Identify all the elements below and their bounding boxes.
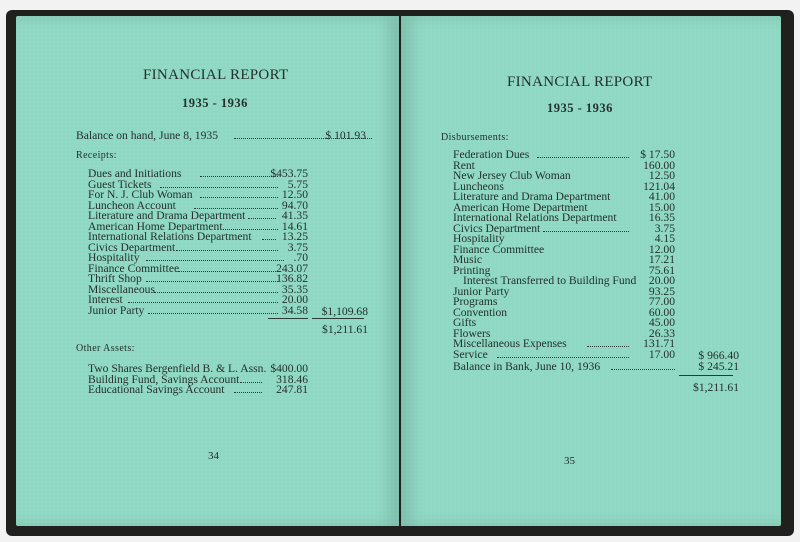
receipt-label: Miscellaneous [88, 282, 155, 296]
disbursement-amount: 4.15 [654, 232, 675, 245]
receipt-label: For N. J. Club Woman [88, 188, 193, 201]
disbursement-label: Printing [453, 263, 491, 277]
receipt-label: Hospitality [88, 251, 140, 264]
receipt-label: Civics Department [88, 240, 176, 254]
leader-dots [543, 230, 629, 232]
asset-label: Educational Savings Account [88, 383, 225, 396]
disbursement-amount: 60.00 [648, 305, 675, 319]
leader-dots [611, 368, 675, 370]
disbursement-amount: 26.33 [648, 326, 675, 340]
disbursement-line [453, 349, 675, 360]
balance-in-bank-amount: $ 245.21 [698, 360, 739, 373]
disbursement-label: Programs [453, 295, 498, 308]
disbursement-amount: 17.00 [648, 347, 675, 361]
balance-on-hand-line [76, 130, 366, 141]
right-grand-total: $1,211.61 [693, 381, 739, 394]
receipt-line [88, 305, 308, 316]
receipt-amount: 34.58 [281, 303, 308, 317]
asset-amount: $400.00 [270, 362, 308, 375]
disbursement-amount: $ 17.50 [640, 148, 675, 161]
receipt-amount: .70 [293, 251, 308, 264]
right-page [401, 16, 781, 526]
disbursement-amount: 41.00 [648, 190, 675, 203]
disbursement-label: Hospitality [453, 232, 505, 245]
disbursement-label: Federation Dues [453, 148, 530, 161]
right-page-number: 35 [564, 455, 575, 467]
receipt-amount: 41.35 [281, 209, 308, 222]
disbursement-label: Junior Party [453, 284, 510, 298]
right-page-title: FINANCIAL REPORT [507, 74, 653, 90]
asset-amount: 247.81 [276, 383, 308, 396]
asset-line [88, 384, 308, 395]
disbursement-label: Miscellaneous Expenses [453, 337, 567, 350]
leader-dots [537, 156, 629, 158]
receipt-label: American Home Department [88, 219, 223, 233]
disbursements-heading: Disbursements: [441, 132, 509, 143]
disbursement-line [453, 244, 675, 255]
disbursement-amount: 45.00 [648, 316, 675, 329]
disbursement-label: Music [453, 253, 482, 266]
disbursement-label: Flowers [453, 326, 491, 340]
disbursement-label: Finance Committee [453, 242, 545, 256]
receipt-amount: 243.07 [276, 261, 308, 275]
balance-in-bank-label: Balance in Bank, June 10, 1936 [453, 360, 601, 373]
disbursement-label: Literature and Drama Department [453, 190, 611, 203]
left-page [16, 16, 399, 526]
disbursement-line [453, 307, 675, 318]
receipt-amount: 35.35 [281, 282, 308, 296]
receipt-label: Luncheon Account [88, 198, 176, 212]
receipt-label: Literature and Drama Department [88, 209, 246, 222]
receipt-label: Thrift Shop [88, 272, 142, 285]
disbursement-label: Civics Department [453, 221, 541, 235]
disbursement-amount: 12.50 [648, 169, 675, 182]
left-page-number: 34 [208, 450, 219, 462]
disbursement-amount: 20.00 [648, 274, 675, 287]
receipts-heading: Receipts: [76, 150, 117, 161]
left-grand-total: $1,211.61 [322, 323, 368, 336]
receipt-amount: 14.61 [281, 219, 308, 233]
balance-on-hand-amount: $ 101.93 [325, 129, 366, 142]
disbursement-label: Rent [453, 158, 475, 172]
disbursement-amount: 131.71 [643, 337, 675, 350]
receipt-label: International Relations Department [88, 230, 252, 243]
receipt-amount: 136.82 [276, 272, 308, 285]
disbursement-amount: 3.75 [654, 221, 675, 235]
balance-on-hand-label: Balance on hand, June 8, 1935 [76, 129, 218, 142]
disbursement-label: Interest Transferred to Building Fund [463, 274, 637, 287]
disbursement-amount: 93.25 [648, 284, 675, 298]
asset-label: Two Shares Bergenfield B. & L. Assn. [88, 362, 267, 375]
left-page-title: FINANCIAL REPORT [143, 67, 289, 83]
right-page-year: 1935 - 1936 [547, 101, 613, 115]
disbursement-label: American Home Department [453, 200, 588, 214]
asset-amount: 318.46 [276, 372, 308, 386]
receipt-label: Junior Party [88, 303, 145, 317]
disbursement-label: Luncheons [453, 179, 504, 193]
disbursement-label: Gifts [453, 316, 477, 329]
disbursement-amount: 160.00 [643, 158, 675, 172]
disbursement-amount: 77.00 [648, 295, 675, 308]
disbursement-label: Service [453, 347, 488, 361]
receipt-amount: 5.75 [287, 177, 308, 191]
disbursement-label: New Jersey Club Woman [453, 169, 571, 182]
disbursement-line [453, 149, 675, 160]
receipt-label: Interest [88, 293, 123, 306]
receipt-amount: 20.00 [281, 293, 308, 306]
receipt-amount: 94.70 [281, 198, 308, 212]
disbursement-amount: 75.61 [648, 263, 675, 277]
disbursement-label: International Relations Department [453, 211, 617, 224]
disbursement-amount: 16.35 [648, 211, 675, 224]
left-page-year: 1935 - 1936 [182, 96, 248, 110]
total-rule [679, 375, 733, 376]
receipt-label: Finance Committee [88, 261, 180, 275]
receipt-label: Guest Tickets [88, 177, 152, 191]
disbursement-label: Convention [453, 305, 508, 319]
receipts-total: $1,109.68 [321, 304, 368, 318]
disbursement-amount: 121.04 [643, 179, 675, 193]
balance-in-bank-line [453, 361, 743, 372]
disbursement-amount: 12.00 [648, 242, 675, 256]
disbursement-amount: 15.00 [648, 200, 675, 214]
receipt-amount: $453.75 [270, 167, 308, 180]
receipt-amount: 12.50 [281, 188, 308, 201]
leader-dots [497, 356, 629, 358]
total-rule [312, 318, 364, 319]
asset-label: Building Fund, Savings Account [88, 372, 240, 386]
disbursements-total: $ 966.40 [698, 348, 739, 362]
disbursement-amount: 17.21 [648, 253, 675, 266]
subtotal-rule [268, 318, 308, 319]
receipt-label: Dues and Initiations [88, 167, 182, 180]
receipt-amount: 13.25 [281, 230, 308, 243]
receipt-amount: 3.75 [287, 240, 308, 254]
other-assets-heading: Other Assets: [76, 343, 135, 354]
